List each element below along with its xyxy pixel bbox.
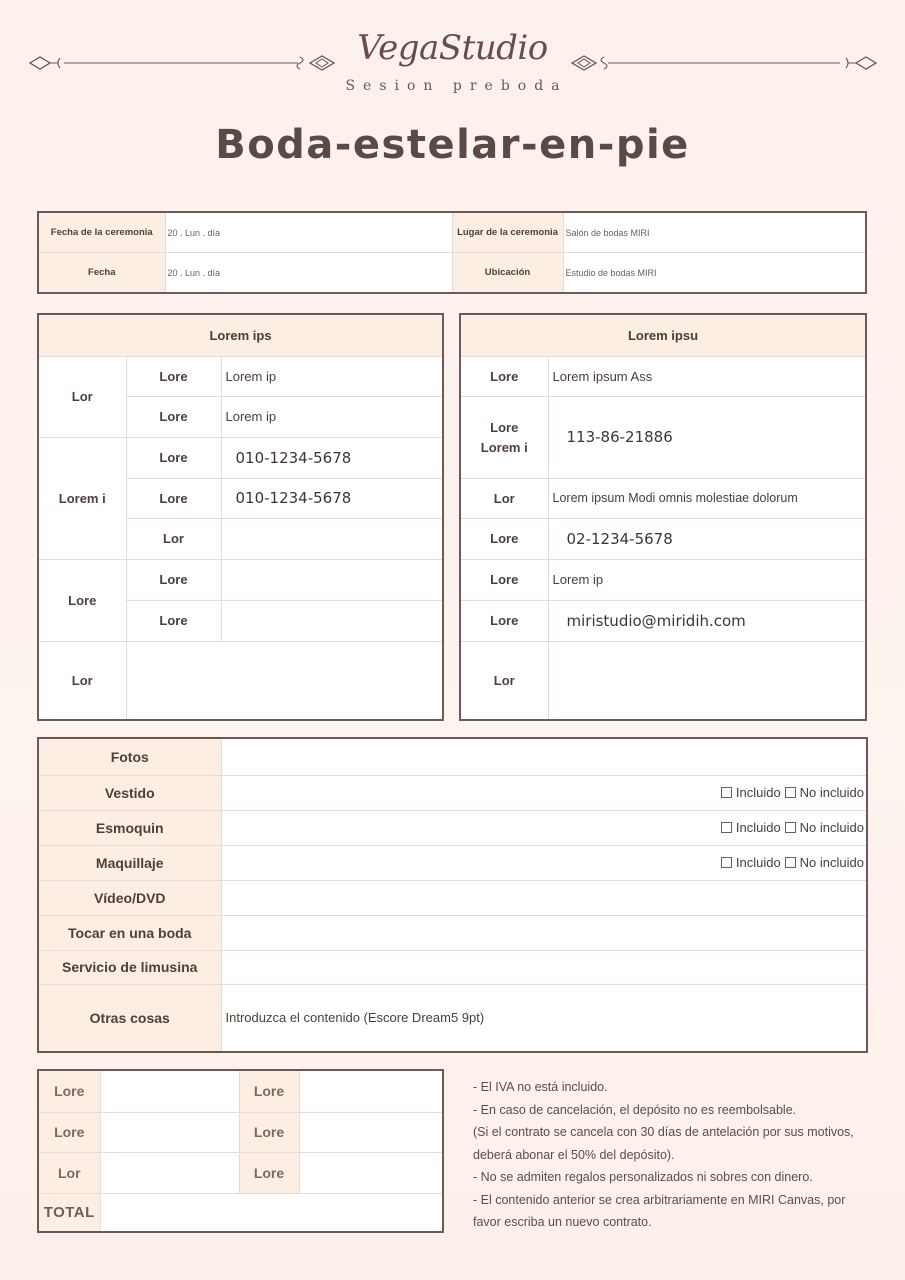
right-r5-label: Lore [461,559,548,600]
note-1: - El IVA no está incluido. [473,1080,608,1094]
left-g2-r2-value[interactable]: 010-1234-5678 [221,478,442,518]
note-2: - En caso de cancelación, el depósito no es reembolsable. [473,1102,797,1117]
totals-r1-value-b[interactable] [299,1071,442,1112]
right-r3-label: Lor [461,478,548,518]
location-label: Ubicación [452,253,563,293]
dress-not-included-label: No incluido [799,785,864,800]
dress-included-label: Incluido [735,785,781,800]
total-value[interactable] [100,1193,442,1231]
ceremony-date-value[interactable]: 20 . Lun . día [165,213,452,253]
totals-r2-label-a: Lore [39,1112,100,1152]
ceremony-place-value[interactable]: Salón de bodas MIRI [563,213,865,253]
ceremony-place-label: Lugar de la ceremonia [452,213,563,253]
left-g2-r3-value[interactable] [221,518,442,559]
left-table-header: Lorem ips [39,315,442,356]
left-g2-r1-value[interactable]: 010-1234-5678 [221,437,442,478]
tuxedo-included-label: Incluido [735,820,781,835]
totals-r3-label-a: Lor [39,1152,100,1193]
service-tuxedo-label: Esmoquin [39,810,221,845]
tuxedo-not-included-checkbox[interactable] [785,822,796,833]
left-g3-r1-label: Lore [126,559,221,600]
left-group-4-value[interactable] [126,641,442,719]
right-r2-label-line1: Lore [490,419,519,435]
right-r5-value[interactable]: Lorem ip [548,559,865,600]
left-g1-r1-label: Lore [126,356,221,396]
right-r4-label: Lore [461,518,548,559]
services-table [37,737,868,1053]
header [0,0,905,110]
totals-r1-label-b: Lore [239,1071,299,1112]
service-photos-value[interactable] [221,739,866,775]
service-limo-value[interactable] [221,950,866,984]
left-group-1-label: Lor [39,356,126,437]
service-limo-label: Servicio de limusina [39,950,221,984]
tuxedo-not-included-label: No incluido [799,820,864,835]
right-r2-value[interactable]: 113-86-21886 [548,396,865,478]
totals-r3-value-a[interactable] [100,1152,239,1193]
right-r1-label: Lore [461,356,548,396]
session-subtitle: Sesion preboda [345,78,568,94]
service-other-value[interactable]: Introduzca el contenido (Escore Dream5 9pt) [221,984,866,1051]
totals-r1-value-a[interactable] [100,1071,239,1112]
right-table-header: Lorem ipsu [461,315,865,356]
location-value[interactable]: Estudio de bodas MIRI [563,253,865,293]
right-r2-label-line2: Lorem i [480,439,528,455]
service-photos-label: Fotos [39,739,221,775]
left-g1-r1-value[interactable]: Lorem ip [221,356,442,396]
note-4: - No se admiten regalos personalizados ni sobres con dinero. [473,1170,813,1184]
totals-r2-label-b: Lore [239,1112,299,1152]
dress-not-included-checkbox[interactable] [785,787,796,798]
right-r6-value[interactable]: miristudio@miridih.com [548,600,865,641]
totals-r3-value-b[interactable] [299,1152,442,1193]
totals-r3-label-b: Lore [239,1152,299,1193]
right-r7-label: Lor [461,641,548,719]
ceremony-date-label: Fecha de la ceremonia [39,213,165,253]
dress-included-checkbox[interactable] [721,787,732,798]
date-label: Fecha [39,253,165,293]
service-makeup-options [221,845,866,880]
left-g2-r3-label: Lor [126,518,221,559]
page-title: Boda-estelar-en-pie [215,122,690,168]
service-music-label: Tocar en una boda [39,915,221,950]
left-g2-r1-label: Lore [126,437,221,478]
totals-r2-value-b[interactable] [299,1112,442,1152]
right-r2-label [461,396,548,478]
service-other-label: Otras cosas [39,984,221,1051]
service-dress-label: Vestido [39,775,221,810]
service-video-label: Vídeo/DVD [39,880,221,915]
right-r4-value[interactable]: 02-1234-5678 [548,518,865,559]
right-r3-value[interactable]: Lorem ipsum Modi omnis molestiae dolorum [548,478,865,518]
date-value[interactable]: 20 . Lun . día [165,253,452,293]
totals-r1-label-a: Lore [39,1071,100,1112]
service-tuxedo-options [221,810,866,845]
total-label: TOTAL [39,1193,100,1231]
left-g3-r2-label: Lore [126,600,221,641]
right-r7-value[interactable] [548,641,865,719]
service-dress-options [221,775,866,810]
totals-table [37,1069,444,1233]
left-group-2-label: Lorem i [39,437,126,559]
right-r1-value[interactable]: Lorem ipsum Ass [548,356,865,396]
note-3: (Si el contrato se cancela con 30 días de antelación por sus motivos, deberá abonar el 50% del depósito). [473,1125,854,1162]
left-group-4-label: Lor [39,641,126,719]
makeup-not-included-checkbox[interactable] [785,857,796,868]
makeup-not-included-label: No incluido [799,855,864,870]
left-g3-r2-value[interactable] [221,600,442,641]
left-g1-r2-value[interactable]: Lorem ip [221,396,442,437]
right-details-table [459,313,867,721]
totals-r2-value-a[interactable] [100,1112,239,1152]
left-details-table [37,313,444,721]
studio-logo: VegaStudio [357,28,548,68]
service-music-value[interactable] [221,915,866,950]
service-video-value[interactable] [221,880,866,915]
ceremony-info-table [37,211,867,294]
left-g1-r2-label: Lore [126,396,221,437]
left-g3-r1-value[interactable] [221,559,442,600]
contract-notes [473,1076,873,1234]
right-r6-label: Lore [461,600,548,641]
makeup-included-label: Incluido [735,855,781,870]
left-g2-r2-label: Lore [126,478,221,518]
left-group-3-label: Lore [39,559,126,641]
note-5: - El contenido anterior se crea arbitrariamente en MIRI Canvas, por favor escriba un nuevo contrato. [473,1192,846,1229]
makeup-included-checkbox[interactable] [721,857,732,868]
service-makeup-label: Maquillaje [39,845,221,880]
tuxedo-included-checkbox[interactable] [721,822,732,833]
